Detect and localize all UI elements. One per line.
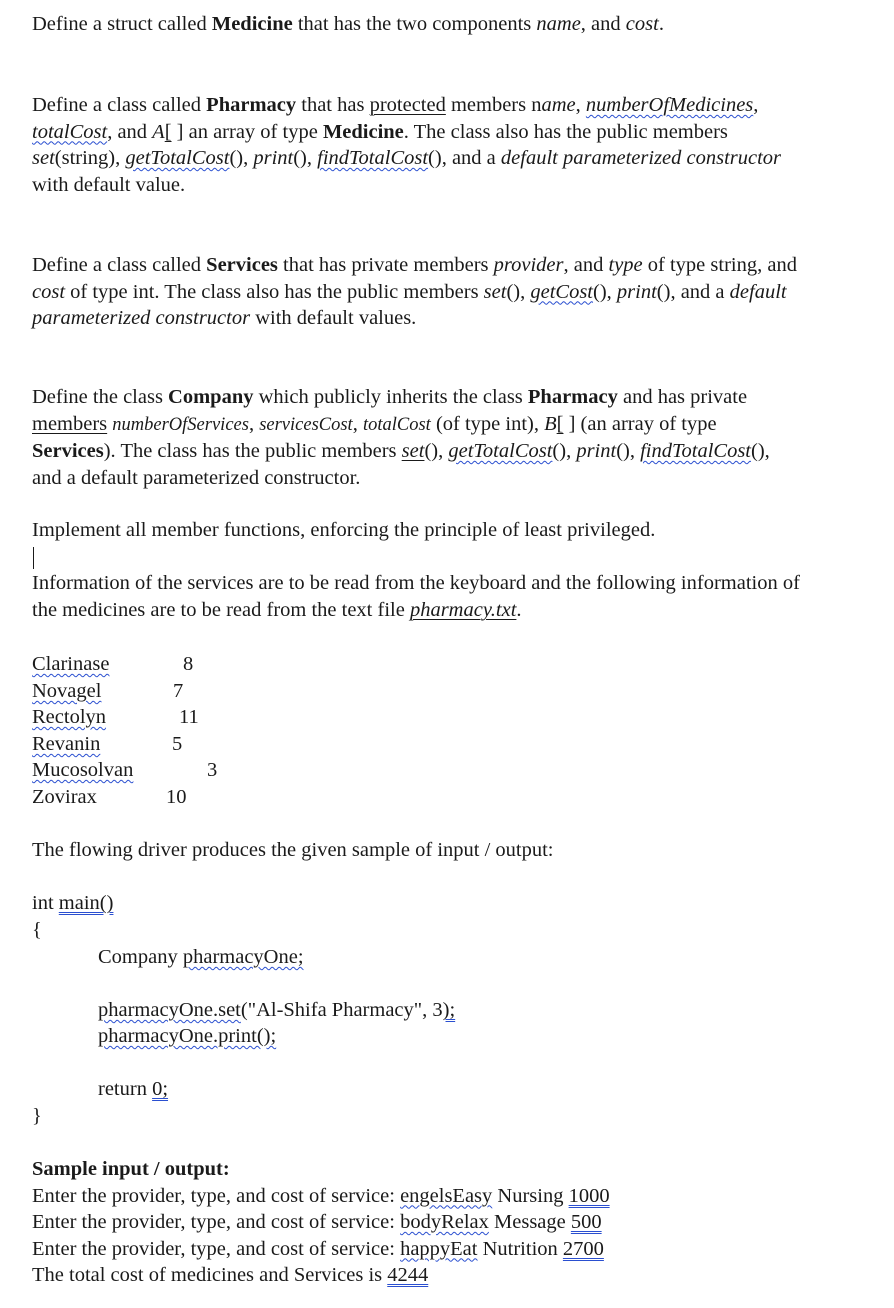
medicine-name: Revanin [32, 733, 101, 755]
medicine-cost: 7 [173, 680, 184, 702]
pharmacy-line-3: set(string), getTotalCost(), print(), findTotalCost(), and a default parameterized constructor [32, 147, 782, 169]
medicine-keyword: Medicine [211, 13, 293, 35]
sample-row: Enter the provider, type, and cost of service: engelsEasy Nursing 1000 [32, 1184, 610, 1207]
services-keyword: Services [206, 254, 278, 276]
pharmacy-class-paragraph [32, 92, 870, 198]
medicine-name: Mucosolvan [32, 759, 134, 781]
provider-term: provider [493, 254, 564, 276]
medicine-name: Novagel [32, 680, 102, 702]
services-class-paragraph: Define a class called Services that has private members provider, and type of type string, and cost of type int. The class also has the public members set(), getCost(), print(), and a default parameterized constructor with default values. [32, 254, 797, 329]
medicine-cost: 8 [183, 653, 194, 675]
pharmacy-line-4: with default value. [32, 173, 186, 196]
pharmacy-line-2: totalCost, and A[ ] an array of type Medicine. The class also has the public members [32, 120, 728, 143]
protected-term: protected [369, 94, 446, 116]
cost-term: cost [625, 13, 659, 35]
members-term: members [32, 412, 108, 435]
sample-row: Enter the provider, type, and cost of service: happyEat Nutrition 2700 [32, 1237, 604, 1260]
name-term: name [536, 13, 581, 35]
print-term: print [253, 147, 294, 169]
cost-term-2: cost [32, 280, 66, 303]
sample-io [32, 1156, 870, 1289]
medicine-name: Clarinase [32, 653, 110, 675]
text-cursor [33, 547, 34, 569]
company-keyword: Company [168, 386, 254, 408]
sample-row: Enter the provider, type, and cost of service: bodyRelax Message 500 [32, 1211, 602, 1233]
implement-paragraph: Implement all member functions, enforcing the principle of least privileged. [32, 519, 656, 541]
type-term: type [608, 254, 643, 276]
company-class-paragraph: Define the class Company which publicly inherits the class Pharmacy and has private members numberOfServices, servicesCost, totalCost (of type int), B[ ] (an array of type Services). The class has the public members set(), getTotalCost(), print(), findTotalCost(), and a default parameterized constructor. [32, 386, 770, 489]
find-total-cost-term: findTotalCost [317, 147, 429, 169]
sample-heading: Sample input / output: [32, 1158, 230, 1180]
medicine-name: Zovirax [32, 786, 97, 808]
pharmacy-line-1: Define a class called Pharmacy that has protected members name, numberOfMedicines, [32, 94, 759, 116]
array-a-term: A [152, 120, 165, 143]
pharmacy-file-name: pharmacy.txt [409, 598, 517, 621]
medicine-keyword-2: Medicine [322, 120, 404, 143]
medicine-cost: 11 [179, 706, 199, 728]
medicine-cost: 3 [207, 759, 218, 781]
sample-total: The total cost of medicines and Services is 4244 [32, 1264, 429, 1286]
get-total-cost-term: getTotalCost [125, 147, 230, 169]
medicine-cost: 5 [172, 733, 183, 755]
set-term: set [32, 147, 55, 169]
pharmacy-keyword: Pharmacy [206, 94, 297, 116]
medicine-name: Rectolyn [32, 706, 107, 728]
total-cost-term: totalCost [32, 120, 108, 143]
ctor-term: default parameterized constructor [500, 147, 782, 169]
driver-intro: The flowing driver produces the given sample of input / output: [32, 839, 554, 861]
medicine-cost: 10 [166, 786, 187, 808]
get-cost-term: getCost [530, 280, 594, 303]
struct-medicine-paragraph: Define a struct called Medicine that has the two components name, and cost. [32, 13, 664, 35]
number-of-medicines-term: numberOfMedicines [585, 94, 754, 116]
information-paragraph: Information of the services are to be read from the keyboard and the following information of the medicines are to be read from the text file pharmacy.txt. [32, 572, 800, 621]
